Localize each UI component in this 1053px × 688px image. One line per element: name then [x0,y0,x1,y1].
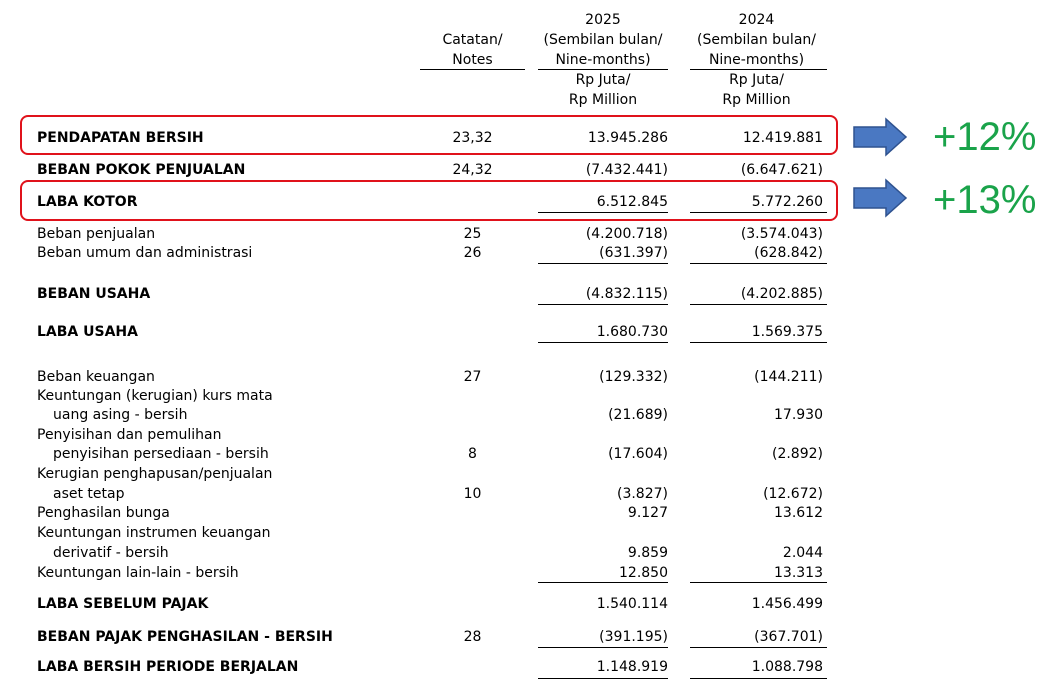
col-2024-period-en: Nine-months) [708,52,805,68]
row-value-2024: 1.456.499 [751,596,823,612]
arrow-right-icon [852,117,908,157]
final-total-line-2024 [690,678,827,679]
row-label: Penyisihan dan pemulihan [37,427,222,443]
col-2025-header [533,10,673,110]
col-2024-unit-en: Rp Million [722,92,791,108]
row-label: Keuntungan (kerugian) kurs mata [37,388,273,404]
row-value-2025: 13.945.286 [587,130,668,146]
subtotal-line-2024 [690,582,827,583]
row-label: penyisihan persediaan - bersih [53,446,269,462]
row-value-2025: (129.332) [599,369,668,385]
row-label: Kerugian penghapusan/penjualan [37,466,273,482]
row-value-2024: (3.574.043) [740,226,823,242]
subtotal-line-2024 [690,263,827,264]
final-total-line-2025 [538,678,668,679]
row-value-2024: 12.419.881 [742,130,823,146]
row-value-2025: (631.397) [599,245,668,261]
col-2025-unit: Rp Juta/ [575,72,631,88]
row-label: derivatif - bersih [53,545,169,561]
row-value-2025: (21.689) [608,407,668,423]
row-notes: 27 [463,369,482,385]
row-label: BEBAN USAHA [37,286,151,302]
highlight-box-laba-kotor [20,180,838,221]
row-value-2024: 13.612 [774,505,823,521]
row-value-2025: (4.832.115) [585,286,668,302]
col-2024-header [686,10,827,110]
subtotal-line-2025 [538,647,668,648]
row-label: BEBAN PAJAK PENGHASILAN - BERSIH [37,629,333,645]
row-label: LABA KOTOR [37,194,138,210]
row-notes: 10 [463,486,482,502]
growth-percent-gross-profit: +13% [933,178,1037,222]
total-line-2025 [538,342,668,343]
row-value-2025: (17.604) [608,446,668,462]
row-label: Penghasilan bunga [37,505,170,521]
row-label: Keuntungan instrumen keuangan [37,525,271,541]
row-value-2025: 9.127 [627,505,668,521]
row-value-2025: (4.200.718) [585,226,668,242]
row-value-2025: 9.859 [627,545,668,561]
row-label: uang asing - bersih [53,407,188,423]
row-value-2024: 1.088.798 [751,659,823,675]
subtotal-line-2025 [538,582,668,583]
row-label: BEBAN POKOK PENJUALAN [37,162,246,178]
row-value-2025: 12.850 [619,565,668,581]
row-value-2024: (12.672) [763,486,823,502]
col-2025-unit-en: Rp Million [568,92,638,108]
row-value-2024: (628.842) [754,245,823,261]
row-value-2024: (2.892) [771,446,823,462]
col-2025-header-underline [538,69,668,70]
col-2024-year: 2024 [738,12,775,28]
subtotal-line-2025 [538,263,668,264]
row-label: LABA BERSIH PERIODE BERJALAN [37,659,299,675]
highlight-box-pendapatan [20,115,838,155]
total-line-2024 [690,342,827,343]
subtotal-line-2024 [690,304,827,305]
row-label: Keuntungan lain-lain - bersih [37,565,239,581]
row-value-2024: (367.701) [754,629,823,645]
row-label: LABA USAHA [37,324,138,340]
col-2025-period-en: Nine-months) [555,52,651,68]
row-notes: 25 [463,226,482,242]
row-value-2025: 6.512.845 [596,194,668,210]
row-notes: 26 [463,245,482,261]
row-value-2025: (3.827) [616,486,668,502]
subtotal-line-2025 [538,304,668,305]
growth-percent-revenue: +12% [933,115,1037,159]
row-notes: 28 [463,629,482,645]
col-2024-header-underline [690,69,827,70]
row-notes: 24,32 [452,162,493,178]
row-label: LABA SEBELUM PAJAK [37,596,209,612]
notes-header-line1: Catatan/ [442,32,503,48]
row-value-2025: 1.680.730 [596,324,668,340]
notes-header-underline [420,69,525,70]
row-value-2024: 17.930 [774,407,823,423]
col-2025-year: 2025 [585,12,621,28]
row-label: aset tetap [53,486,125,502]
row-notes: 8 [468,446,477,462]
notes-header [420,30,525,70]
row-value-2025: (7.432.441) [585,162,668,178]
row-value-2024: 13.313 [774,565,823,581]
row-value-2024: 1.569.375 [751,324,823,340]
subtotal-line-2024 [690,647,827,648]
row-value-2024: 5.772.260 [751,194,823,210]
col-2025-period: (Sembilan bulan/ [543,32,663,48]
col-2024-period: (Sembilan bulan/ [697,32,816,48]
row-label: PENDAPATAN BERSIH [37,130,204,146]
row-notes: 23,32 [452,130,493,146]
row-label: Beban penjualan [37,226,156,242]
row-value-2025: 1.540.114 [596,596,668,612]
arrow-right-icon [852,178,908,218]
row-value-2025: (391.195) [599,629,668,645]
row-label: Beban keuangan [37,369,155,385]
row-value-2024: 2.044 [782,545,823,561]
row-label: Beban umum dan administrasi [37,245,253,261]
row-value-2025: 1.148.919 [596,659,668,675]
col-2024-unit: Rp Juta/ [729,72,784,88]
row-value-2024: (144.211) [754,369,823,385]
notes-header-line2: Notes [452,52,493,68]
row-value-2024: (4.202.885) [740,286,823,302]
row-value-2024: (6.647.621) [740,162,823,178]
